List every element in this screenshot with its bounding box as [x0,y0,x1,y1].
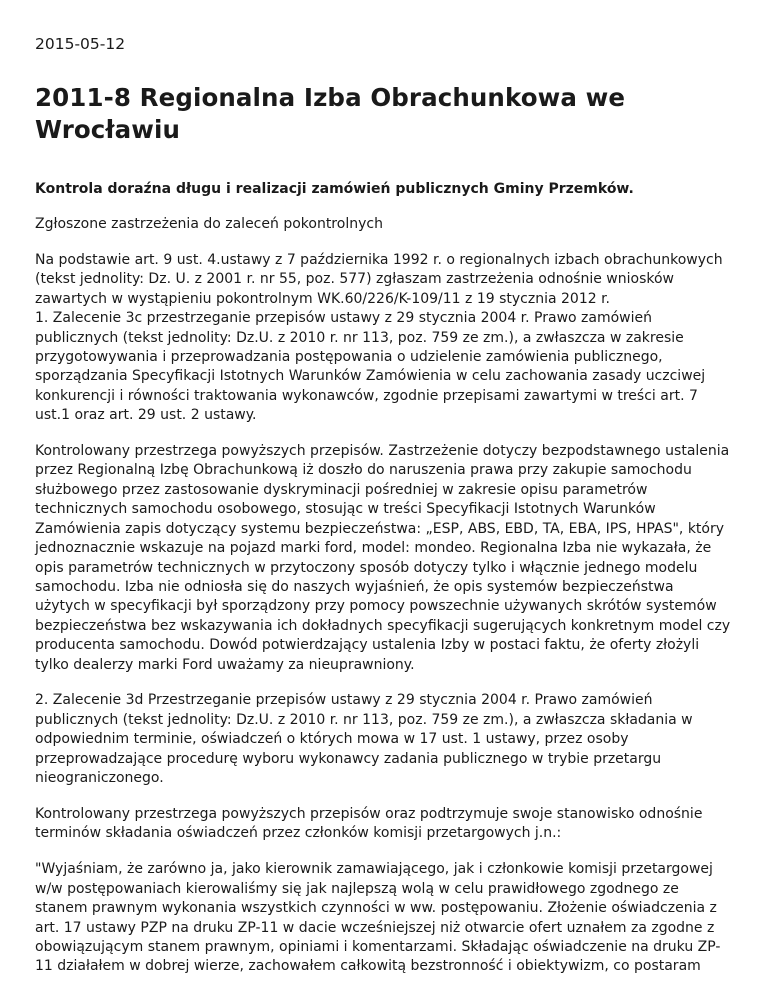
document-subtitle: Kontrola doraźna długu i realizacji zamówień publicznych Gminy Przemków. [35,181,634,197]
paragraph-explanation-quote: "Wyjaśniam, że zarówno ja, jako kierownik zamawiającego, jak i członkowie komisji przetargowej w/w postępowaniach kierowaliśmy się jak najlepszą wolą w celu prawidłowego zgodnego ze stanem prawnym wykonania wszystkich czynności w ww. postępowaniu. Złożenie oświadczenia z art. 17 ustawy PZP na druku ZP-11 w dacie wcześniejszej niż otwarcie ofert uznałem za zgodne z obowiązującym stanem prawnym, opiniami i komentarzami. Składając oświadczenie na druku ZP-11 działałem w dobrej wierze, zachowałem całkowitą bezstronność i obiektywizm, co postaram [35,861,721,975]
paragraph-legal-basis: Na podstawie art. 9 ust. 4.ustawy z 7 października 1992 r. o regionalnych izbach obrachunkowych (tekst jednolity: Dz. U. z 2001 r. nr 55, poz. 577) zgłaszam zastrzeżenia odnośnie wniosków zawartych w wystąpieniu pokontrolnym WK.60/226/K-109/11 z 19 stycznia 2012 r. 1. Zalecenie 3c przestrzeganie przepisów ustawy z 29 stycznia 2004 r. Prawo zamówień publicznych (tekst jednolity: Dz.U. z 2010 r. nr 113, poz. 759 ze zm.), a zwłaszcza w zakresie przygotowywania i przeprowadzania postępowania o udzielenie zamówienia publicznego, sporządzania Specyfikacji Istotnych Warunków Zamówienia w celu zachowania zasady uczciwej konkurencji i równości traktowania wykonawców, zgodnie przepisami zawartymi w treści art. 7 ust.1 oraz art. 29 ust. 2 ustawy. [35,251,723,424]
paragraph-objection-1: Kontrolowany przestrzega powyższych przepisów. Zastrzeżenie dotyczy bezpodstawnego ustalenia przez Regionalną Izbę Obrachunkową iż doszło do naruszenia prawa przy zakupie samochodu służbowego przez zastosowanie dyskryminacji pośredniej w zakresie opisu parametrów technicznych samochodu osobowego, stosując w treści Specyfikacji Istotnych Warunków Zamówienia zapis dotyczący systemu bezpieczeństwa: „ESP, ABS, EBD, TA, EBA, IPS, HPAS", który jednoznacznie wskazuje na pojazd marki ford, model: mondeo. Regionalna Izba nie wykazała, że opis parametrów technicznych w przytoczony sposób dotyczy tylko i włącznie jednego modelu samochodu. Izba nie odniosła się do naszych wyjaśnień, że opis systemów bezpieczeństwa użytych w specyfikacji był sporządzony przy pomocy powszechnie używanych skrótów systemów bezpieczeństwa bez wskazywania ich dokładnych specyfikacji sugerujących konkretnym model czy producenta samochodu. Dowód potwierdzający ustalenia Izby w postaci faktu, że oferty złożyli tylko dealerzy marki Ford uważamy za nieuprawniony. [35,443,731,673]
page-title: 2011-8 Regionalna Izba Obrachunkowa we Wrocławiu [35,83,626,144]
paragraph-objection-2: Kontrolowany przestrzega powyższych przepisów oraz podtrzymuje swoje stanowisko odnośnie terminów składania oświadczeń przez członków komisji przetargowych j.n.: [35,805,703,842]
paragraph-heading: Zgłoszone zastrzeżenia do zaleceń pokontrolnych [35,216,383,232]
document-date: 2015-05-12 [35,35,126,53]
paragraph-recommendation-2: 2. Zalecenie 3d Przestrzeganie przepisów ustawy z 29 stycznia 2004 r. Prawo zamówień publicznych (tekst jednolity: Dz.U. z 2010 r. nr 113, poz. 759 ze zm.), a zwłaszcza składania w odpowiednim terminie, oświadczeń o których mowa w 17 ust. 1 ustawy, przez osoby przeprowadzające procedurę wyboru wykonawcy zadania publicznego w trybie przetargu nieograniczonego. [35,692,693,787]
